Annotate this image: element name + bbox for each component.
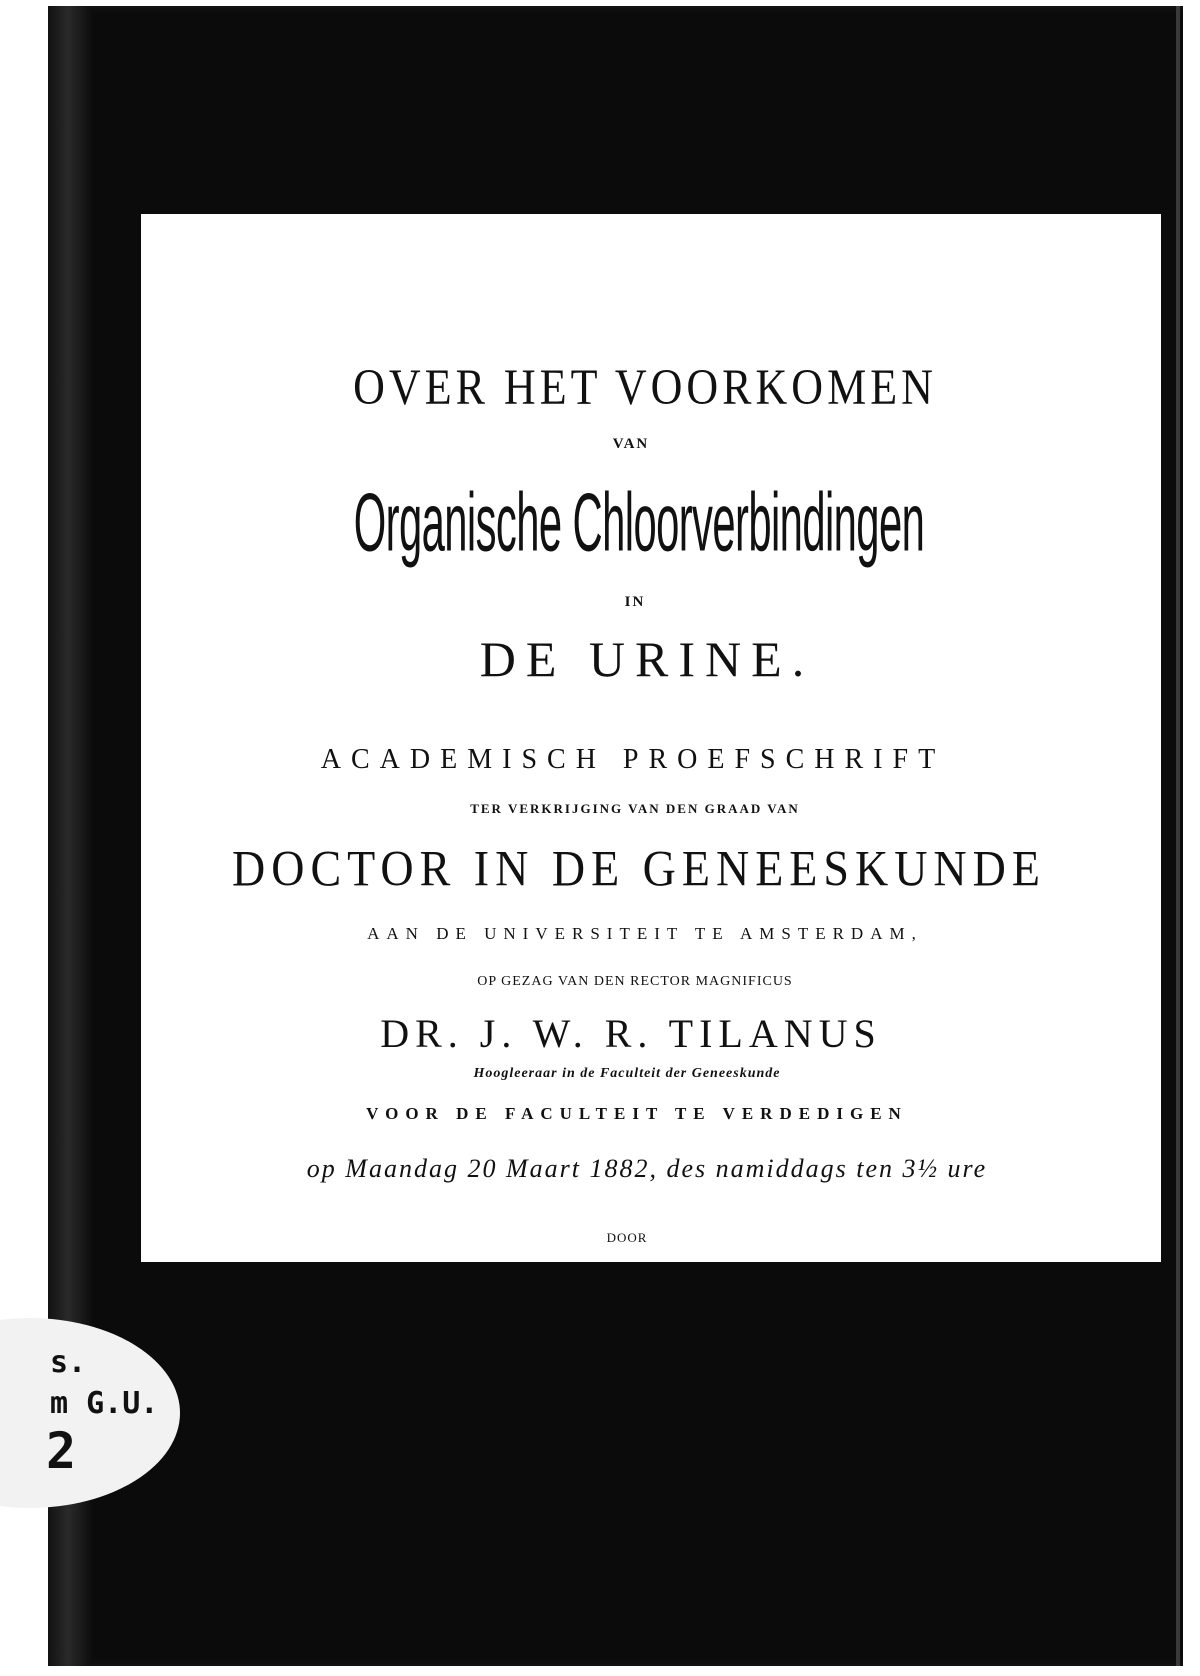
title-line-4: IN [624,594,646,610]
defense-date: op Maandag 20 Maart 1882, des namiddags ten 3½ ure [306,1154,988,1183]
university: AAN DE UNIVERSITEIT TE AMSTERDAM, [367,924,923,943]
thesis-purpose: TER VERKRIJGING VAN DEN GRAAD VAN [470,801,800,816]
title-line-5: DE URINE. [479,631,815,687]
title-page-sheet [141,214,1161,1262]
defend-line: VOOR DE FACULTEIT TE VERDEDIGEN [366,1104,908,1123]
library-label-line-1: s. [50,1345,87,1380]
library-label-line-3: 2 [46,1422,77,1480]
book-cover-edge [1176,6,1180,1666]
door-label: DOOR [606,1230,648,1245]
library-label-line-2: m G.U. [50,1386,159,1421]
title-main: Organische Chloorverbindingen [353,477,925,569]
title-line-1: OVER HET VOORKOMEN [353,359,937,416]
rector-name: DR. J. W. R. TILANUS [380,1011,882,1056]
authority-line: OP GEZAG VAN DEN RECTOR MAGNIFICUS [477,974,793,989]
title-line-2: VAN [612,436,650,452]
rector-title: Hoogleeraar in de Faculteit der Geneeskunde [473,1066,781,1081]
thesis-type: ACADEMISCH PROEFSCHRIFT [320,744,946,775]
degree: DOCTOR IN DE GENEESKUNDE [232,840,1046,897]
